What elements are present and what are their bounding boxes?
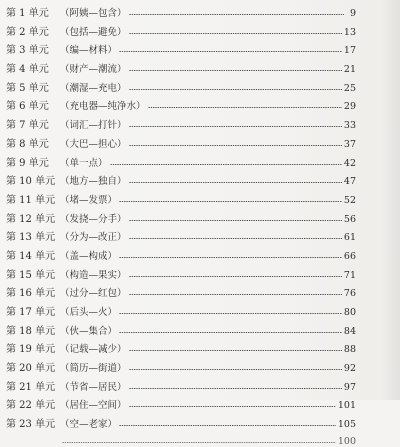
dot-leader xyxy=(62,434,336,444)
dot-leader xyxy=(129,268,342,278)
page-number: 25 xyxy=(343,82,356,94)
page-number: 100 xyxy=(337,435,356,447)
dot-leader xyxy=(129,137,342,147)
toc-entry xyxy=(6,396,356,415)
toc-entry xyxy=(6,378,356,397)
unit-label: 第 6 单元 xyxy=(6,101,49,113)
dot-leader xyxy=(129,230,342,240)
dot-leader xyxy=(129,286,342,296)
dot-leader xyxy=(110,156,342,166)
toc-entry xyxy=(6,434,356,446)
unit-label: 第 18 单元 xyxy=(6,325,56,337)
page-number: 52 xyxy=(343,194,356,206)
unit-label: 第 8 单元 xyxy=(6,138,49,150)
unit-title: （财产—潮流） xyxy=(60,64,127,76)
dot-leader xyxy=(119,324,342,334)
unit-title: （编—材料） xyxy=(60,45,118,57)
unit-label: 第 17 单元 xyxy=(6,307,56,318)
unit-label: 第 13 单元 xyxy=(6,232,56,244)
unit-label: 第 1 单元 xyxy=(6,8,49,19)
unit-label: 第 23 单元 xyxy=(6,419,56,431)
toc-entry xyxy=(6,266,356,285)
page-number: 101 xyxy=(337,400,356,412)
dot-leader xyxy=(129,25,342,35)
unit-title: （记载—减少） xyxy=(60,344,127,356)
toc-entry xyxy=(6,97,356,116)
unit-title: （伙—集合） xyxy=(60,325,118,337)
unit-title: （词汇—打针） xyxy=(60,120,127,132)
dot-leader xyxy=(129,361,342,371)
dot-leader xyxy=(129,398,336,408)
dot-leader xyxy=(119,417,336,427)
unit-title: （分为—改正） xyxy=(60,232,127,244)
unit-title: （构造—果实） xyxy=(60,269,127,281)
unit-title: （节省—居民） xyxy=(60,381,127,393)
unit-label: 第 19 单元 xyxy=(6,344,56,356)
dot-leader xyxy=(129,62,342,72)
page-number: 80 xyxy=(343,307,356,318)
toc-entry xyxy=(6,415,356,434)
toc-entry xyxy=(6,322,356,341)
unit-title: （简历—街道） xyxy=(60,363,127,375)
page-number: 33 xyxy=(343,120,356,132)
toc-entry xyxy=(6,340,356,359)
unit-label: 第 16 单元 xyxy=(6,288,56,300)
unit-title: （单一点） xyxy=(60,157,108,169)
dot-leader xyxy=(129,118,342,128)
unit-title: （堵—发票） xyxy=(60,194,118,206)
page-number: 37 xyxy=(343,138,356,150)
page-number: 13 xyxy=(343,26,356,38)
unit-label: 第 11 单元 xyxy=(6,194,56,206)
page-number: 71 xyxy=(343,269,356,281)
unit-label: 第 22 单元 xyxy=(6,400,56,412)
toc-entry xyxy=(6,191,356,210)
unit-title: （地方—独自） xyxy=(60,176,127,188)
toc-entry xyxy=(6,172,356,191)
dot-leader xyxy=(119,193,342,203)
dot-leader xyxy=(129,81,342,91)
unit-label: 第 21 单元 xyxy=(6,381,56,393)
page-number: 42 xyxy=(343,157,356,169)
unit-label: 第 14 单元 xyxy=(6,250,56,262)
toc-entry xyxy=(6,79,356,98)
toc-entry xyxy=(6,284,356,303)
toc-entry xyxy=(6,247,356,266)
dot-leader xyxy=(148,99,342,109)
unit-title: （阿姨—包含） xyxy=(60,8,127,19)
page-number: 105 xyxy=(337,419,356,431)
unit-title: （包括—避免） xyxy=(60,26,127,38)
page-number: 47 xyxy=(343,176,356,188)
page-spine-shadow xyxy=(382,0,400,400)
unit-title: （后头—火） xyxy=(60,307,118,318)
table-of-contents xyxy=(6,4,356,446)
unit-title: （潮湿—充电） xyxy=(60,82,127,94)
unit-label: 第 2 单元 xyxy=(6,26,49,38)
toc-entry xyxy=(6,4,356,23)
page-number: 29 xyxy=(343,101,356,113)
unit-title: （过分—红包） xyxy=(60,288,127,300)
page-number: 88 xyxy=(343,344,356,356)
unit-label: 第 12 单元 xyxy=(6,213,56,225)
unit-label: 第 15 单元 xyxy=(6,269,56,281)
dot-leader xyxy=(119,305,342,315)
unit-label: 第 10 单元 xyxy=(6,176,56,188)
page-number: 61 xyxy=(343,232,356,244)
page-number: 56 xyxy=(343,213,356,225)
page-number: 84 xyxy=(343,325,356,337)
unit-label: 第 20 单元 xyxy=(6,363,56,375)
page-number: 66 xyxy=(343,250,356,262)
unit-title: （大巴—担心） xyxy=(60,138,127,150)
unit-title: （居住—空间） xyxy=(60,400,127,412)
unit-label: 第 7 单元 xyxy=(6,120,49,132)
unit-label: 第 5 单元 xyxy=(6,82,49,94)
toc-entry xyxy=(6,228,356,247)
dot-leader xyxy=(129,212,342,222)
toc-entry xyxy=(6,23,356,42)
unit-title: （充电器—纯净水） xyxy=(60,101,146,113)
toc-entry xyxy=(6,210,356,229)
dot-leader xyxy=(129,174,342,184)
toc-entry xyxy=(6,135,356,154)
dot-leader xyxy=(129,380,342,390)
dot-leader xyxy=(119,249,342,259)
page-number: 21 xyxy=(343,64,356,76)
toc-entry xyxy=(6,116,356,135)
unit-label: 第 4 单元 xyxy=(6,64,49,76)
toc-entry xyxy=(6,60,356,79)
unit-title: （发挠—分手） xyxy=(60,213,127,225)
unit-label: 第 9 单元 xyxy=(6,157,49,169)
toc-entry xyxy=(6,359,356,378)
page-number: 76 xyxy=(343,288,356,300)
page-number: 92 xyxy=(343,363,356,375)
dot-leader xyxy=(129,6,344,16)
unit-title: （空—老家） xyxy=(60,419,118,431)
page-number: 97 xyxy=(343,381,356,393)
dot-leader xyxy=(129,342,342,352)
dot-leader xyxy=(119,43,342,53)
page-number: 9 xyxy=(349,8,356,19)
page-number: 17 xyxy=(343,45,356,57)
unit-title: （盖—构成） xyxy=(60,250,118,262)
toc-entry xyxy=(6,41,356,60)
toc-entry xyxy=(6,303,356,322)
toc-entry xyxy=(6,154,356,173)
unit-label: 第 3 单元 xyxy=(6,45,49,57)
